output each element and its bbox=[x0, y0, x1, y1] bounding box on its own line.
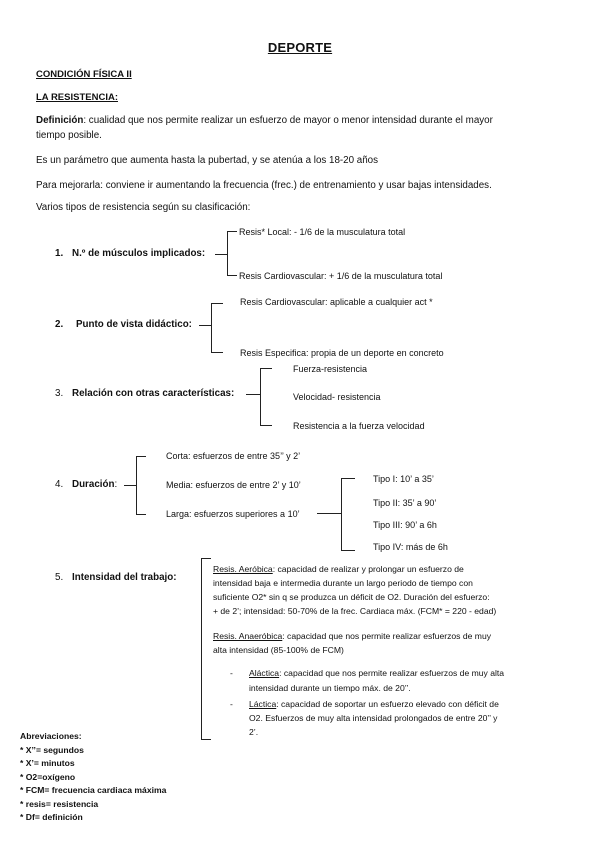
abbrev-item bbox=[20, 799, 98, 809]
definition-line-1 bbox=[36, 115, 493, 126]
c4-larga-connector bbox=[317, 513, 341, 514]
c5-aer-line-2: intensidad baja e intermedia durante un largo periodo de tiempo con bbox=[213, 578, 473, 588]
c5-ana-text: : capacidad que nos permite realizar esfuerzos de muy bbox=[282, 631, 492, 641]
c4-connector bbox=[124, 485, 136, 486]
c2-branch-2: Resis Especifica: propia de un deporte en concreto bbox=[240, 348, 444, 358]
c3-branch-3: Resistencia a la fuerza velocidad bbox=[293, 421, 425, 431]
abbrev-item bbox=[20, 812, 83, 822]
c4-corta: Corta: esfuerzos de entre 35’’ y 2’ bbox=[166, 451, 301, 461]
c4-tipos-tick-2 bbox=[341, 550, 355, 551]
c1-branch-2: Resis Cardiovascular: + 1/6 de la musculatura total bbox=[239, 271, 443, 281]
c4-larga: Larga: esfuerzos superiores a 10’ bbox=[166, 509, 300, 519]
c5-lac-line-3: 2’. bbox=[249, 727, 259, 737]
c3-num: 3. bbox=[55, 388, 64, 399]
c3-branch-1: Fuerza-resistencia bbox=[293, 364, 368, 374]
c4-media: Media: esfuerzos de entre 2’ y 10’ bbox=[166, 480, 301, 490]
paragraph-types: Varios tipos de resistencia según su clasificación: bbox=[36, 202, 251, 213]
c4-tipo-1: Tipo I: 10’ a 35’ bbox=[373, 474, 434, 484]
c5-aer-text: : capacidad de realizar y prolongar un esfuerzo de bbox=[272, 564, 464, 574]
c4-colon: : bbox=[114, 479, 118, 490]
c4-tipos-bracket bbox=[341, 478, 342, 551]
c5-ana-line-2: alta intensidad (85-100% de FCM) bbox=[213, 645, 344, 655]
bullet-icon: * bbox=[20, 799, 24, 809]
abbrev-text: X’’= segundos bbox=[25, 745, 84, 755]
c5-lac-line-2: O2. Esfuerzos de muy alta intensidad prolongados de entre 20’’ y bbox=[249, 713, 498, 723]
c5-alac-text: : capacidad que nos permite realizar esfuerzos de muy alta bbox=[279, 668, 505, 678]
section-heading: CONDICIÓN FÍSICA II bbox=[36, 69, 132, 80]
c5-num: 5. bbox=[55, 572, 64, 583]
c5-lac-dash: - bbox=[230, 699, 233, 709]
c2-tick-2 bbox=[211, 352, 223, 353]
definition-line-2: tiempo posible. bbox=[36, 130, 102, 141]
c2-bracket bbox=[211, 303, 212, 353]
abbrev-item bbox=[20, 758, 75, 768]
c4-tick-1 bbox=[136, 456, 146, 457]
c3-label: Relación con otras características: bbox=[72, 388, 235, 399]
abbrev-title: Abreviaciones: bbox=[20, 731, 82, 741]
abbrev-text: Df= definición bbox=[25, 812, 83, 822]
c5-alac-line-2: intensidad durante un tiempo máx. de 20’’. bbox=[249, 683, 411, 693]
c4-label-wrap bbox=[72, 479, 117, 490]
c4-tipos-tick-1 bbox=[341, 478, 355, 479]
bullet-icon: * bbox=[20, 758, 24, 768]
bullet-icon: * bbox=[20, 785, 24, 795]
c2-connector bbox=[199, 325, 211, 326]
c2-tick-1 bbox=[211, 303, 223, 304]
c3-connector bbox=[246, 394, 260, 395]
c1-tick-1 bbox=[227, 231, 237, 232]
c5-ana-line-1 bbox=[213, 631, 491, 641]
paragraph-improve: Para mejorarla: conviene ir aumentando la frecuencia (frec.) de entrenamiento y usar bajas intensidades. bbox=[36, 180, 492, 191]
c4-num: 4. bbox=[55, 479, 64, 490]
abbrev-item bbox=[20, 785, 166, 795]
c5-tick-1 bbox=[201, 558, 211, 559]
bullet-icon: * bbox=[20, 812, 24, 822]
c4-tick-2 bbox=[136, 514, 146, 515]
c3-branch-2: Velocidad- resistencia bbox=[293, 392, 381, 402]
abbrev-text: resis= resistencia bbox=[25, 799, 99, 809]
c2-label: Punto de vista didáctico: bbox=[76, 319, 192, 330]
c5-lac-label: Láctica bbox=[249, 699, 277, 709]
definition-text: : cualidad que nos permite realizar un esfuerzo de mayor o menor intensidad durante el mayor bbox=[83, 115, 493, 126]
c5-aer-line-3: suficiente O2* sin q se produzca un déficit de O2. Duración del esfuerzo: bbox=[213, 592, 490, 602]
abbrev-text: O2=oxígeno bbox=[25, 772, 76, 782]
c5-ana-label: Resis. Anaeróbica bbox=[213, 631, 283, 641]
definition-label: Definición bbox=[36, 115, 84, 126]
c5-aer-label: Resis. Aeróbica bbox=[213, 564, 273, 574]
c4-tipo-3: Tipo III: 90’ a 6h bbox=[373, 520, 437, 530]
c5-alac-dash: - bbox=[230, 668, 233, 678]
c1-label: N.º de músculos implicados: bbox=[72, 248, 206, 259]
c5-aer-line-1 bbox=[213, 564, 464, 574]
c5-alac-line-1 bbox=[249, 668, 504, 678]
c5-alac-label: Aláctica bbox=[249, 668, 280, 678]
c1-tick-2 bbox=[227, 275, 237, 276]
abbrev-item bbox=[20, 745, 84, 755]
c4-label: Duración bbox=[72, 479, 115, 490]
c1-branch-1: Resis* Local: - 1/6 de la musculatura total bbox=[239, 227, 406, 237]
page-title: DEPORTE bbox=[267, 40, 333, 55]
c3-bracket bbox=[260, 368, 261, 426]
c4-bracket bbox=[136, 456, 137, 515]
c4-tipo-4: Tipo IV: más de 6h bbox=[373, 542, 448, 552]
c5-lac-line-1 bbox=[249, 699, 499, 709]
subsection-heading: LA RESISTENCIA: bbox=[36, 92, 118, 103]
c5-bracket bbox=[201, 558, 202, 740]
c3-tick-2 bbox=[260, 425, 272, 426]
c1-num: 1. bbox=[55, 248, 64, 259]
c5-aer-line-4: + de 2’; intensidad: 50-70% de la frec. Cardiaca máx. (FCM* = 220 - edad) bbox=[213, 606, 497, 616]
c5-lac-text: : capacidad de soportar un esfuerzo elevado con déficit de bbox=[276, 699, 499, 709]
c5-label: Intensidad del trabajo: bbox=[72, 572, 177, 583]
abbrev-item bbox=[20, 772, 75, 782]
paragraph-puberty: Es un parámetro que aumenta hasta la pubertad, y se atenúa a los 18-20 años bbox=[36, 155, 379, 166]
c1-bracket bbox=[227, 231, 228, 276]
c4-tipo-2: Tipo II: 35’ a 90’ bbox=[373, 498, 437, 508]
abbrev-text: FCM= frecuencia cardiaca máxima bbox=[25, 785, 167, 795]
c2-branch-1: Resis Cardiovascular: aplicable a cualquier act * bbox=[240, 297, 433, 307]
c1-connector bbox=[215, 254, 227, 255]
bullet-icon: * bbox=[20, 772, 24, 782]
bullet-icon: * bbox=[20, 745, 24, 755]
c3-tick-1 bbox=[260, 368, 272, 369]
c2-num: 2. bbox=[55, 319, 64, 330]
abbrev-text: X’= minutos bbox=[25, 758, 75, 768]
c5-tick-2 bbox=[201, 739, 211, 740]
